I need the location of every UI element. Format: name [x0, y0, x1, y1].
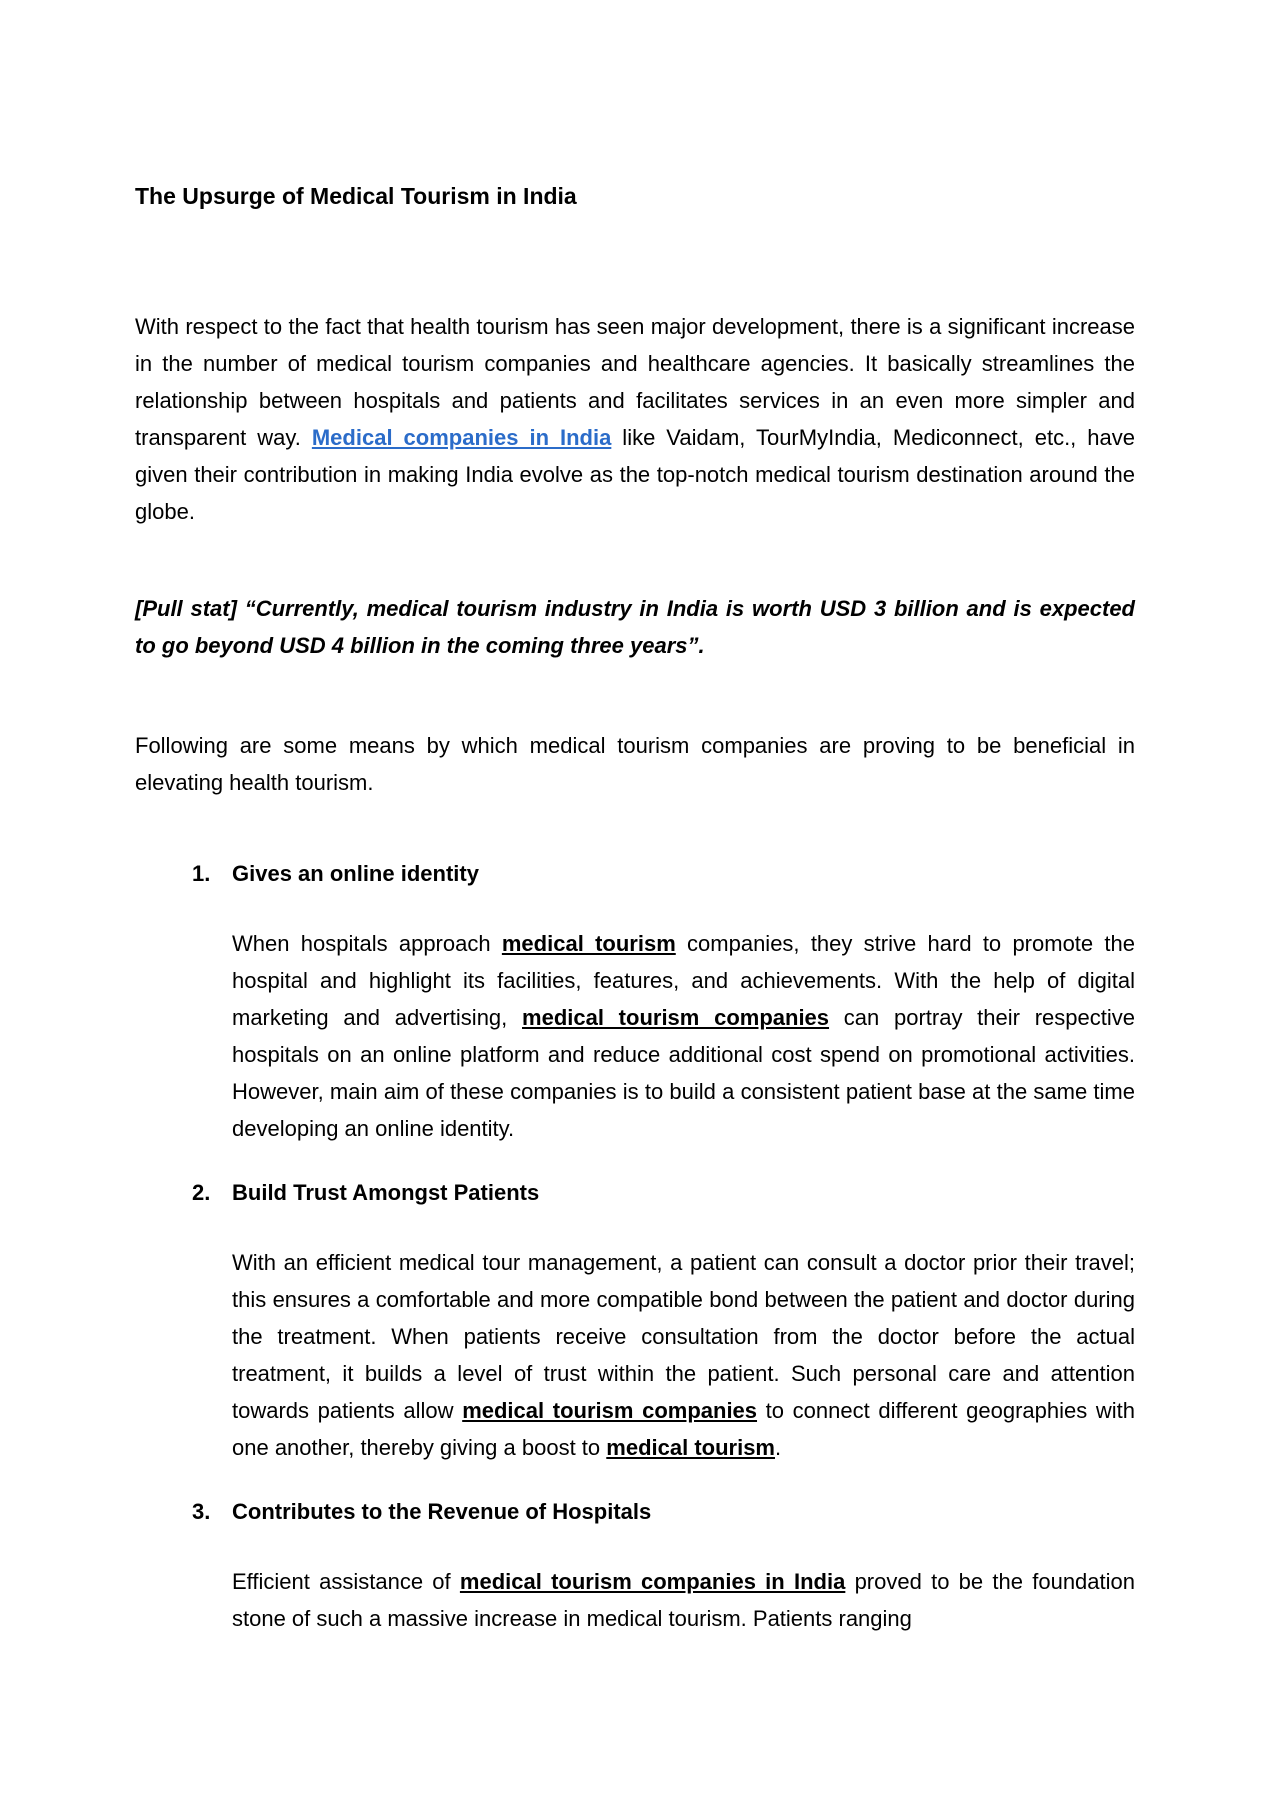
text-run: medical tourism — [606, 1435, 775, 1460]
list-item-online-identity — [135, 855, 1135, 1147]
list-heading: Gives an online identity — [232, 861, 479, 886]
text-run: medical tourism companies in India — [459, 1569, 846, 1594]
text-run: With respect to the fact that health tourism has seen major development, there is a significant increase in the number of medical tourism companies and healthcare agencies. It basically streamlines the relationship between hospitals and patients and facilitates services in an even more simpler and transparent way. — [135, 314, 1135, 450]
text-run: With an efficient medical tour management, a patient can consult a doctor prior their travel; this ensures a comfortable and more compatible bond between the patient and doctor during the treatment. When patients receive consultation from the doctor before the actual treatment, it builds a level of trust within the patient. Such personal care and attention towards patients allow — [232, 1250, 1135, 1423]
list-heading-row — [192, 1493, 1135, 1530]
text-run: to connect different geographies with one another, thereby giving a boost to — [232, 1398, 1136, 1460]
medical-companies-in-india-link[interactable]: Medical companies in India — [311, 425, 612, 450]
text-run: medical tourism — [501, 931, 676, 956]
text-run: companies, they strive hard to promote the hospital and highlight its facilities, features, and achievements. With the help of digital marketing and advertising, — [232, 931, 1136, 1030]
list-item-hospital-revenue — [135, 1493, 1135, 1637]
lead-in-paragraph: Following are some means by which medical tourism companies are proving to be beneficial in elevating health tourism. — [135, 733, 1135, 795]
list-heading-row — [192, 855, 1135, 892]
list-item-build-trust — [135, 1174, 1135, 1466]
list-body-paragraph — [232, 1563, 1135, 1637]
list-body-paragraph — [232, 925, 1135, 1147]
pull-stat-paragraph: [Pull stat] “Currently, medical tourism industry in India is worth USD 3 billion and is expected to go beyond USD 4 billion in the coming three years”. — [135, 596, 1135, 658]
list-number: 2. — [192, 1180, 211, 1205]
text-run: medical tourism companies — [462, 1398, 758, 1423]
text-run: can portray their respective hospitals on an online platform and reduce additional cost spend on promotional activities. However, main aim of these companies is to build a consistent patient base at the same time developing an online identity. — [232, 1005, 1135, 1141]
list-number: 3. — [192, 1499, 211, 1524]
text-run: proved to be the foundation stone of such a massive increase in medical tourism. Patients ranging — [232, 1569, 1135, 1631]
document-title: The Upsurge of Medical Tourism in India — [135, 183, 577, 209]
list-number: 1. — [192, 861, 211, 886]
list-heading-row — [192, 1174, 1135, 1211]
text-run: like Vaidam, TourMyIndia, Mediconnect, etc., have given their contribution in making India evolve as the top-notch medical tourism destination around the globe. — [135, 425, 1135, 524]
intro-paragraph — [135, 308, 1135, 530]
text-run: . — [775, 1435, 782, 1460]
text-run: Efficient assistance of — [232, 1569, 460, 1594]
text-run: When hospitals approach — [232, 931, 502, 956]
list-body-paragraph — [232, 1244, 1135, 1466]
list-heading: Build Trust Amongst Patients — [232, 1180, 540, 1205]
list-heading: Contributes to the Revenue of Hospitals — [232, 1499, 652, 1524]
text-run: medical tourism companies — [522, 1005, 830, 1030]
